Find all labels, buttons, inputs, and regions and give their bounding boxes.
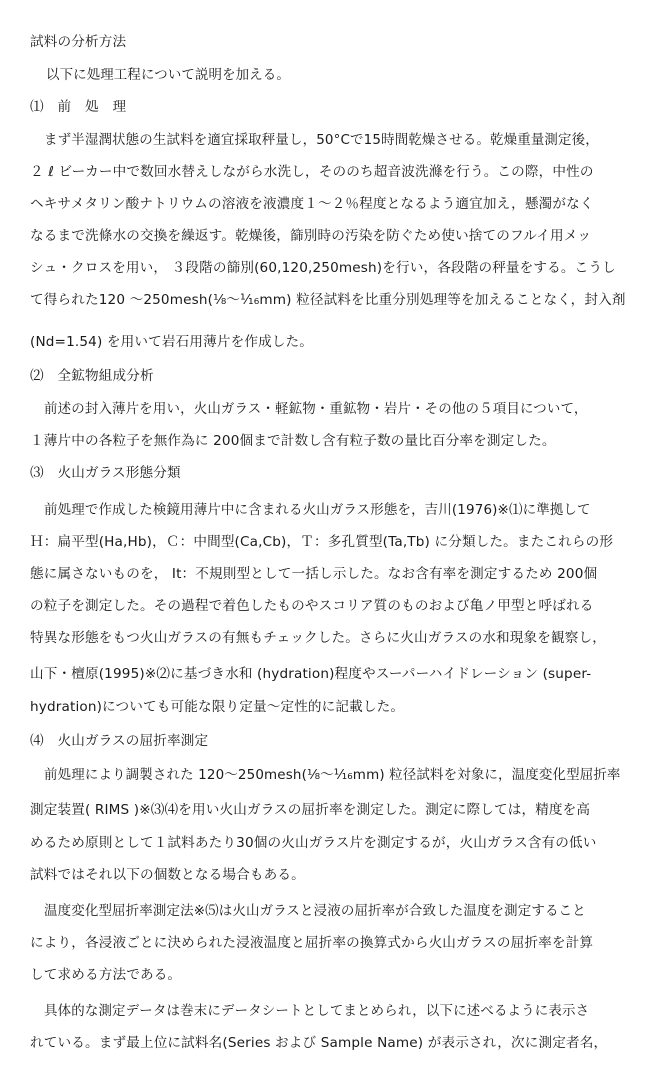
section-1-line: まず半湿潤状態の生試料を適宜採取秤量し，50°Cで15時間乾燥させる。乾燥重量測定後， [44,132,599,148]
section-4-line: れている。まず最上位に試料名(Series および Sample Name) が表示され，次に測定者名， [30,1035,608,1051]
section-1-line: ヘキサメタリン酸ナトリウムの溶液を液濃度１～２％程度となるよう適宜加え，懸濁がなく [30,196,594,212]
section-2-line: 前述の封入薄片を用い，火山ガラス・軽鉱物・重鉱物・岩片・その他の５項目について， [44,401,588,417]
section-1-line: ２ ℓ ビーカー中で数回水替えしながら水洗し，そののち超音波洗滌を行う。この際，中性の [30,164,594,180]
section-4-heading: ⑷ 火山ガラスの屈折率測定 [30,733,209,749]
section-3-line: hydration)についても可能な限り定量～定性的に記載した。 [30,699,405,715]
section-4-line: 前処理により調製された 120～250mesh(⅛～¹⁄₁₆mm) 粒径試料を対象に，温度変化型屈折率 [44,767,621,783]
section-4-line: 試料ではそれ以下の個数となる場合もある。 [30,867,305,883]
section-1-line: て得られた120 ～250mesh(⅛～¹⁄₁₆mm) 粒径試料を比重分別処理等を加えることなく，封入剤 [30,292,626,308]
section-3-line: Ｈ：扁平型(Ha,Hb)，Ｃ：中間型(Ca,Cb)，Ｔ：多孔質型(Ta,Tb) に分類した。またこれらの形 [30,534,614,550]
section-3-heading: ⑶ 火山ガラス形態分類 [30,465,181,481]
section-2-heading: ⑵ 全鉱物組成分析 [30,368,154,384]
section-4-line: めるため原則として１試料あたり30個の火山ガラス片を測定するが，火山ガラス含有の低い [30,835,597,851]
section-4-line: 温度変化型屈折率測定法※⑸は火山ガラスと浸液の屈折率が合致した温度を測定すること [44,903,586,919]
intro-paragraph: 以下に処理工程について説明を加える。 [46,67,290,83]
document-title: 試料の分析方法 [30,34,127,50]
section-1-line: (Nd=1.54) を用いて岩石用薄片を作成した。 [30,334,314,350]
section-3-line: 態に属さないものを， It：不規則型として一括し示した。なお含有率を測定するため 200個 [30,566,598,582]
section-3-line: 前処理で作成した検鏡用薄片中に含まれる火山ガラス形態を，吉川(1976)※⑴に準拠して [44,502,591,518]
section-4-line: 測定装置( RIMS )※⑶⑷を用い火山ガラスの屈折率を測定した。測定に際しては，精度を高 [30,802,591,818]
section-1-line: なるまで洗條水の交換を繰返す。乾燥後，篩別時の汚染を防ぐため使い捨てのフルイ用メッ [30,228,592,244]
section-3-line: 特異な形態をもつ火山ガラスの有無もチェックした。さらに火山ガラスの水和現象を観察し， [30,630,607,646]
section-1-heading: ⑴ 前 処 理 [30,99,127,115]
section-4-line: して求める方法である。 [30,967,182,983]
section-3-line: 山下・檀原(1995)※⑵に基づき水和 (hydration)程度やスーパーハイドレーション (super- [30,666,592,682]
section-2-line: １薄片中の各粒子を無作為に 200個まで計数し含有粒子数の量比百分率を測定した。 [30,433,556,449]
section-3-line: の粒子を測定した。その過程で着色したものやスコリア質のものおよび亀ノ甲型と呼ばれる [30,598,594,614]
section-4-line: により，各浸液ごとに決められた浸液温度と屈折率の換算式から火山ガラスの屈折率を計算 [30,935,594,951]
section-1-line: シュ・クロスを用い， ３段階の篩別(60,120,250mesh)を行い，各段階の秤量をする。こうし [30,260,616,276]
section-4-line: 具体的な測定データは巻末にデータシートとしてまとめられ，以下に述べるように表示さ [44,1003,590,1019]
